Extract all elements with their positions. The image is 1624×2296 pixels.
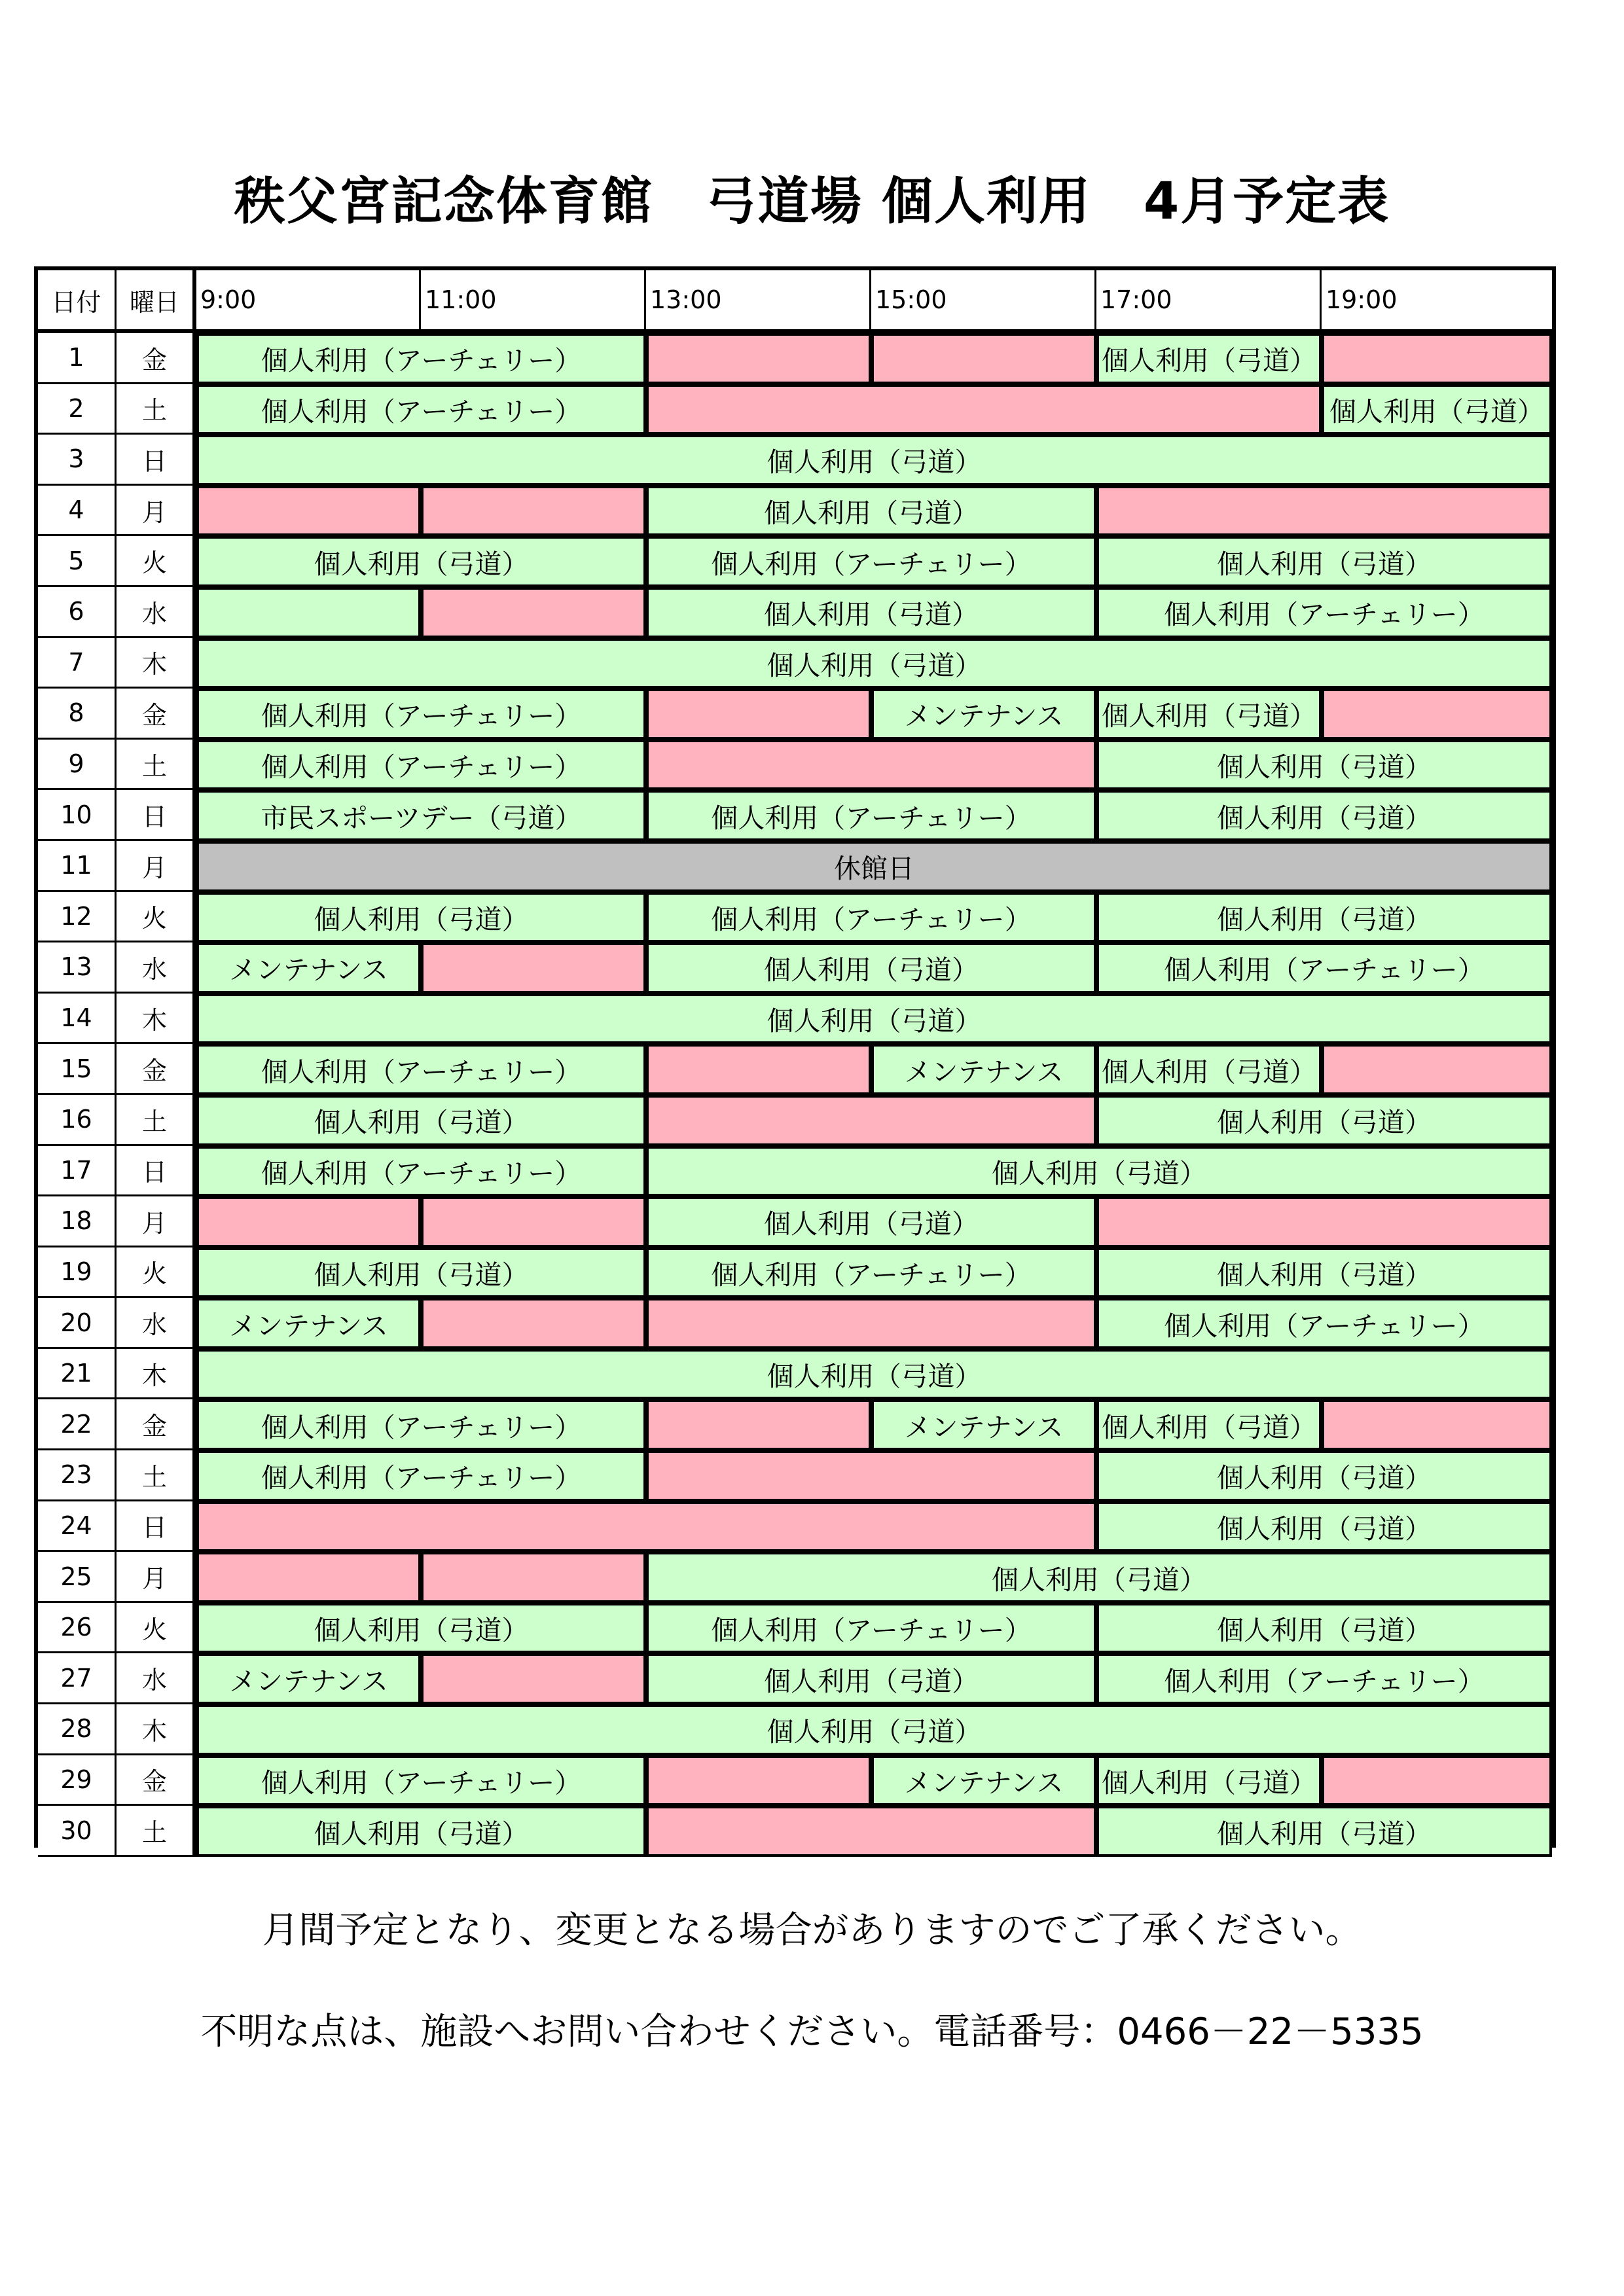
weekday-cell: 土: [117, 740, 196, 791]
header-time-1300: 13:00: [646, 270, 871, 333]
open-slot: [196, 1196, 421, 1247]
schedule-grid: [38, 270, 1552, 1850]
note-contact-phone: 不明な点は、施設へお問い合わせください。電話番号：0466－22－5335: [200, 2011, 1424, 2053]
booking-slot: メンテナンス: [871, 1399, 1096, 1450]
note-schedule-change: 月間予定となり、変更となる場合がありますのでご了承ください。: [262, 1909, 1362, 1952]
booking-slot: 個人利用（弓道）: [196, 435, 1552, 486]
date-cell: 23: [38, 1450, 117, 1501]
date-cell: 9: [38, 740, 117, 791]
open-slot: [646, 1044, 871, 1095]
weekday-cell: 金: [117, 333, 196, 384]
weekday-cell: 水: [117, 1653, 196, 1704]
booking-slot: 個人利用（弓道）: [1096, 1755, 1322, 1806]
weekday-cell: 木: [117, 994, 196, 1045]
booking-slot: 個人利用（アーチェリー）: [646, 1247, 1096, 1299]
weekday-cell: 木: [117, 1704, 196, 1755]
booking-slot: 個人利用（アーチェリー）: [196, 1044, 646, 1095]
open-slot: [646, 1095, 1096, 1146]
open-slot: [1322, 333, 1552, 384]
open-slot: [1096, 486, 1552, 537]
booking-slot: 個人利用（弓道）: [1096, 1247, 1552, 1299]
weekday-cell: 木: [117, 1349, 196, 1400]
booking-slot: 個人利用（弓道）: [646, 486, 1096, 537]
booking-slot: 個人利用（弓道）: [646, 1146, 1552, 1197]
booking-slot: 個人利用（アーチェリー）: [196, 689, 646, 740]
open-slot: [646, 740, 1096, 791]
date-cell: 30: [38, 1806, 117, 1857]
booking-slot: 個人利用（弓道）: [1096, 689, 1322, 740]
booking-slot: 個人利用（弓道）: [1096, 1603, 1552, 1654]
open-slot: [646, 1298, 1096, 1349]
booking-slot: 個人利用（アーチェリー）: [196, 740, 646, 791]
open-slot: [646, 384, 1322, 435]
booking-slot: 個人利用（弓道）: [1096, 536, 1552, 587]
open-slot: [646, 1450, 1096, 1501]
booking-slot: 個人利用（弓道）: [646, 1653, 1096, 1704]
weekday-cell: 土: [117, 1450, 196, 1501]
weekday-cell: 金: [117, 1399, 196, 1450]
open-slot: [196, 486, 421, 537]
open-slot: [421, 486, 646, 537]
date-cell: 24: [38, 1501, 117, 1552]
booking-slot: 個人利用（弓道）: [646, 1552, 1552, 1603]
header-weekday: 曜日: [117, 270, 196, 333]
booking-slot: 個人利用（弓道）: [1096, 1450, 1552, 1501]
date-cell: 6: [38, 587, 117, 638]
date-cell: 22: [38, 1399, 117, 1450]
booking-slot: メンテナンス: [196, 1653, 421, 1704]
open-slot: [421, 1653, 646, 1704]
weekday-cell: 土: [117, 384, 196, 435]
booking-slot: 個人利用（アーチェリー）: [646, 536, 1096, 587]
open-slot: [421, 587, 646, 638]
open-slot: [646, 689, 871, 740]
open-slot: [1322, 689, 1552, 740]
weekday-cell: 金: [117, 1755, 196, 1806]
booking-slot: 個人利用（アーチェリー）: [646, 892, 1096, 943]
schedule-table: [34, 266, 1556, 1848]
open-slot: [421, 942, 646, 994]
booking-slot: 個人利用（弓道）: [1096, 1095, 1552, 1146]
open-slot: [1322, 1044, 1552, 1095]
closed-day-slot: 休館日: [196, 841, 1552, 892]
header-time-1700: 17:00: [1096, 270, 1322, 333]
date-cell: 14: [38, 994, 117, 1045]
open-slot: [1322, 1755, 1552, 1806]
open-slot: [646, 1806, 1096, 1857]
header-time-0900: 9:00: [196, 270, 421, 333]
header-time-1500: 15:00: [871, 270, 1096, 333]
date-cell: 13: [38, 942, 117, 994]
date-cell: 5: [38, 536, 117, 587]
booking-slot: 個人利用（弓道）: [1096, 892, 1552, 943]
header-time-1900: 19:00: [1322, 270, 1552, 333]
date-cell: 12: [38, 892, 117, 943]
booking-slot: 個人利用（アーチェリー）: [1096, 1653, 1552, 1704]
open-slot: [646, 1399, 871, 1450]
booking-slot: 個人利用（弓道）: [1096, 740, 1552, 791]
date-cell: 27: [38, 1653, 117, 1704]
booking-slot: 個人利用（弓道）: [196, 1349, 1552, 1400]
date-cell: 20: [38, 1298, 117, 1349]
booking-slot: メンテナンス: [871, 1755, 1096, 1806]
booking-slot: 個人利用（アーチェリー）: [646, 790, 1096, 841]
weekday-cell: 木: [117, 638, 196, 689]
open-slot: [646, 333, 871, 384]
open-slot: [196, 1552, 421, 1603]
date-cell: 11: [38, 841, 117, 892]
booking-slot: [196, 587, 421, 638]
weekday-cell: 水: [117, 587, 196, 638]
booking-slot: 個人利用（弓道）: [1096, 1399, 1322, 1450]
booking-slot: 個人利用（弓道）: [196, 1704, 1552, 1755]
open-slot: [646, 1755, 871, 1806]
booking-slot: 個人利用（弓道）: [196, 1247, 646, 1299]
booking-slot: 個人利用（弓道）: [196, 638, 1552, 689]
booking-slot: 個人利用（弓道）: [196, 1806, 646, 1857]
weekday-cell: 水: [117, 1298, 196, 1349]
open-slot: [421, 1298, 646, 1349]
booking-slot: メンテナンス: [196, 942, 421, 994]
booking-slot: 個人利用（アーチェリー）: [196, 1399, 646, 1450]
booking-slot: 個人利用（アーチェリー）: [196, 384, 646, 435]
date-cell: 4: [38, 486, 117, 537]
weekday-cell: 火: [117, 536, 196, 587]
page-title: 秩父宮記念体育館 弓道場 個人利用 4月予定表: [234, 172, 1390, 231]
weekday-cell: 日: [117, 435, 196, 486]
booking-slot: 個人利用（弓道）: [1096, 1044, 1322, 1095]
booking-slot: 個人利用（アーチェリー）: [1096, 587, 1552, 638]
weekday-cell: 日: [117, 790, 196, 841]
date-cell: 25: [38, 1552, 117, 1603]
weekday-cell: 土: [117, 1806, 196, 1857]
date-cell: 17: [38, 1146, 117, 1197]
header-time-1100: 11:00: [421, 270, 646, 333]
booking-slot: 個人利用（弓道）: [1322, 384, 1552, 435]
booking-slot: 個人利用（弓道）: [196, 1095, 646, 1146]
open-slot: [1322, 1399, 1552, 1450]
date-cell: 8: [38, 689, 117, 740]
booking-slot: 個人利用（アーチェリー）: [646, 1603, 1096, 1654]
booking-slot: 個人利用（弓道）: [1096, 790, 1552, 841]
booking-slot: 個人利用（弓道）: [196, 1603, 646, 1654]
booking-slot: 個人利用（アーチェリー）: [1096, 942, 1552, 994]
open-slot: [421, 1196, 646, 1247]
booking-slot: 個人利用（弓道）: [196, 994, 1552, 1045]
date-cell: 28: [38, 1704, 117, 1755]
booking-slot: 個人利用（弓道）: [646, 587, 1096, 638]
booking-slot: メンテナンス: [871, 1044, 1096, 1095]
date-cell: 3: [38, 435, 117, 486]
booking-slot: 個人利用（弓道）: [1096, 333, 1322, 384]
date-cell: 7: [38, 638, 117, 689]
open-slot: [1096, 1196, 1552, 1247]
open-slot: [871, 333, 1096, 384]
date-cell: 21: [38, 1349, 117, 1400]
weekday-cell: 月: [117, 841, 196, 892]
date-cell: 1: [38, 333, 117, 384]
header-date: 日付: [38, 270, 117, 333]
weekday-cell: 水: [117, 942, 196, 994]
date-cell: 10: [38, 790, 117, 841]
date-cell: 19: [38, 1247, 117, 1299]
open-slot: [196, 1501, 1096, 1552]
weekday-cell: 月: [117, 1196, 196, 1247]
weekday-cell: 火: [117, 892, 196, 943]
weekday-cell: 土: [117, 1095, 196, 1146]
booking-slot: 個人利用（アーチェリー）: [196, 333, 646, 384]
booking-slot: 個人利用（弓道）: [646, 942, 1096, 994]
date-cell: 15: [38, 1044, 117, 1095]
weekday-cell: 月: [117, 486, 196, 537]
booking-slot: 個人利用（弓道）: [196, 536, 646, 587]
booking-slot: 個人利用（アーチェリー）: [196, 1450, 646, 1501]
date-cell: 16: [38, 1095, 117, 1146]
date-cell: 2: [38, 384, 117, 435]
booking-slot: 市民スポーツデー（弓道）: [196, 790, 646, 841]
date-cell: 26: [38, 1603, 117, 1654]
booking-slot: 個人利用（アーチェリー）: [1096, 1298, 1552, 1349]
weekday-cell: 金: [117, 1044, 196, 1095]
booking-slot: メンテナンス: [871, 689, 1096, 740]
booking-slot: 個人利用（弓道）: [196, 892, 646, 943]
booking-slot: 個人利用（弓道）: [1096, 1806, 1552, 1857]
date-cell: 18: [38, 1196, 117, 1247]
booking-slot: 個人利用（アーチェリー）: [196, 1755, 646, 1806]
weekday-cell: 日: [117, 1501, 196, 1552]
open-slot: [421, 1552, 646, 1603]
weekday-cell: 月: [117, 1552, 196, 1603]
weekday-cell: 日: [117, 1146, 196, 1197]
weekday-cell: 金: [117, 689, 196, 740]
booking-slot: 個人利用（弓道）: [646, 1196, 1096, 1247]
booking-slot: 個人利用（アーチェリー）: [196, 1146, 646, 1197]
weekday-cell: 火: [117, 1247, 196, 1299]
weekday-cell: 火: [117, 1603, 196, 1654]
date-cell: 29: [38, 1755, 117, 1806]
booking-slot: メンテナンス: [196, 1298, 421, 1349]
booking-slot: 個人利用（弓道）: [1096, 1501, 1552, 1552]
